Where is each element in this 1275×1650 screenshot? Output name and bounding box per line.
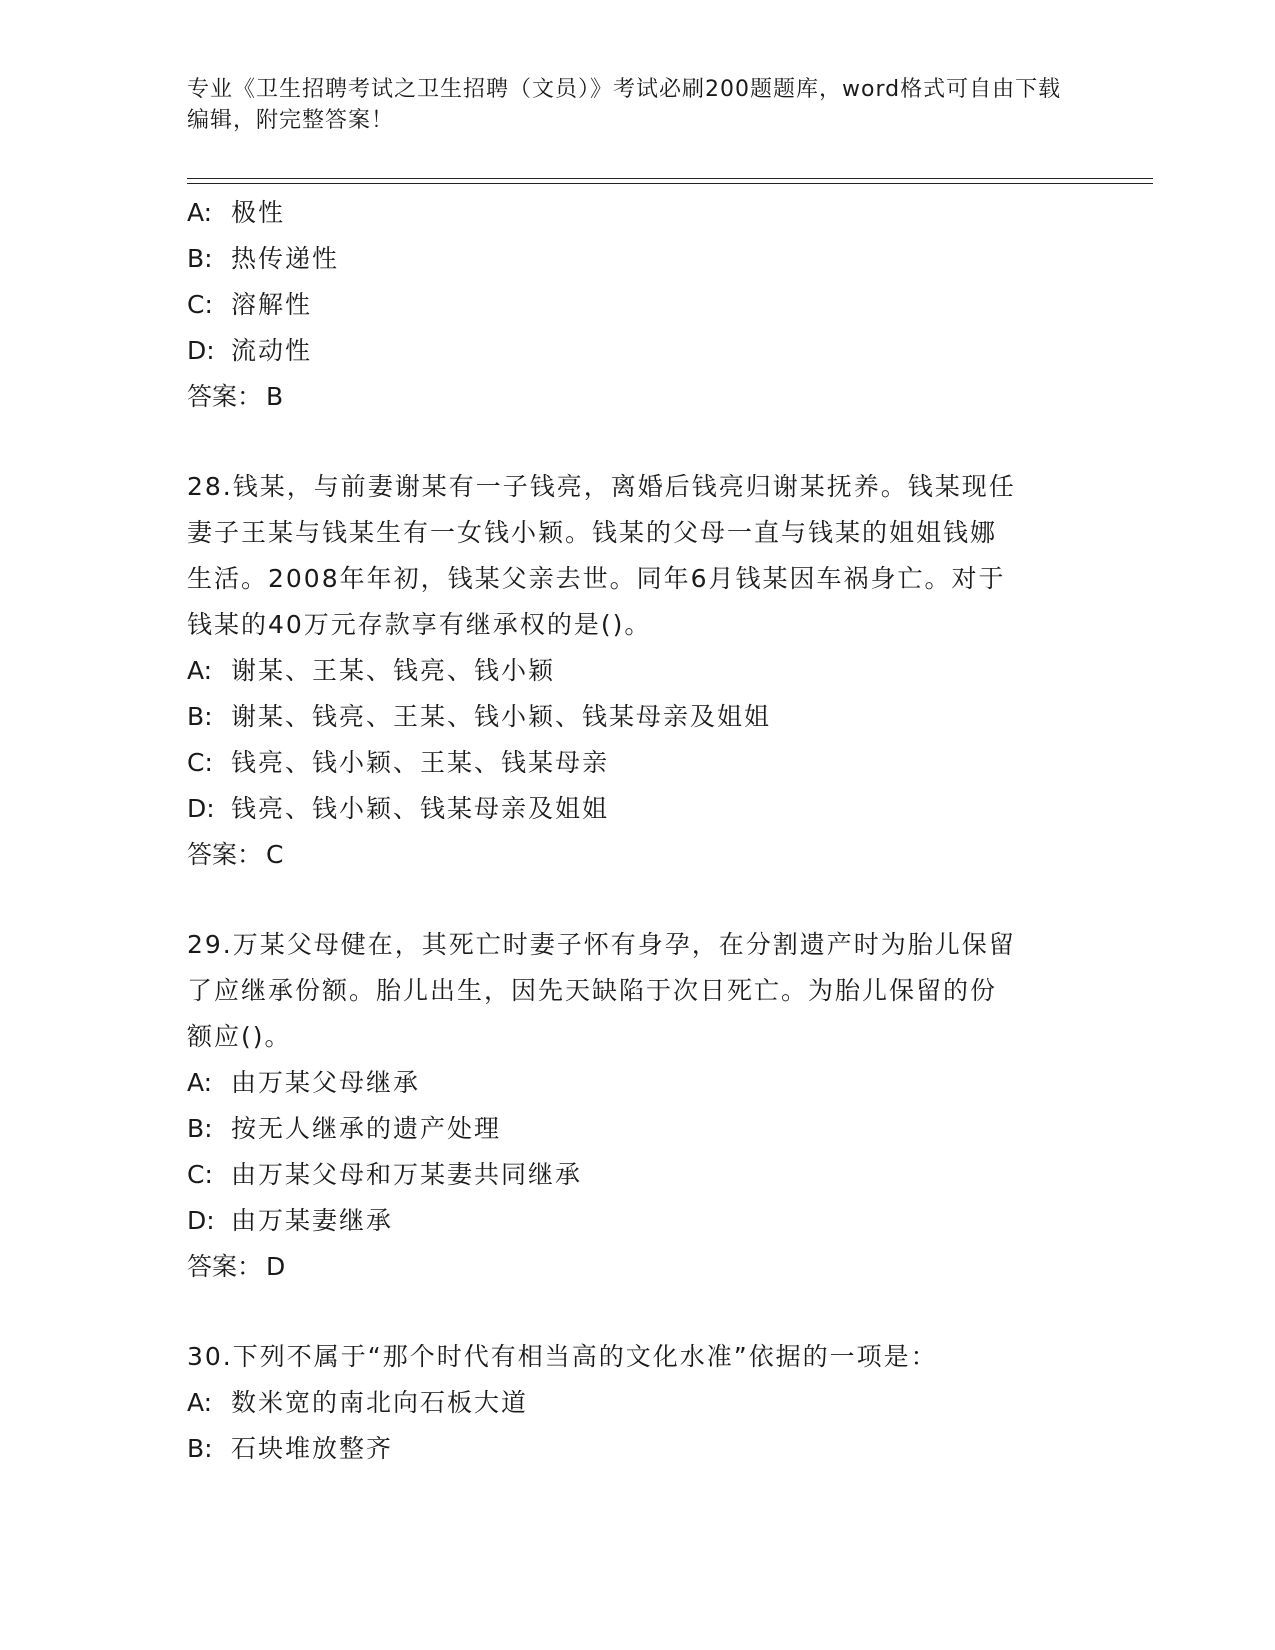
- option-letter: B:: [187, 244, 213, 273]
- option-b: [187, 1106, 1087, 1152]
- option-letter: A:: [187, 1068, 213, 1097]
- question-stem-line: 妻子王某与钱某生有一女钱小颖。钱某的父母一直与钱某的姐姐钱娜: [187, 518, 998, 547]
- option-letter: D:: [187, 336, 215, 365]
- option-c: [187, 1152, 1087, 1198]
- option-text: 由万某父母继承: [231, 1068, 421, 1097]
- question-28: [187, 464, 1087, 878]
- question-30: [187, 1334, 1087, 1472]
- option-text: 极性: [231, 198, 286, 227]
- question-stem-line: 钱某的40万元存款享有继承权的是()。: [187, 610, 652, 639]
- option-text: 谢某、王某、钱亮、钱小颖: [231, 656, 556, 685]
- option-letter: C:: [187, 290, 213, 319]
- question-29: [187, 922, 1087, 1290]
- option-letter: C:: [187, 748, 213, 777]
- option-text: 钱亮、钱小颖、钱某母亲及姐姐: [231, 794, 610, 823]
- answer-value: C: [266, 840, 284, 869]
- option-letter: A:: [187, 198, 213, 227]
- option-c: [187, 740, 1087, 786]
- question-list: [187, 190, 1087, 1472]
- option-a: [187, 648, 1087, 694]
- answer-line: [187, 832, 1087, 878]
- option-a: [187, 1380, 1087, 1426]
- answer-value: B: [266, 382, 284, 411]
- document-header: [187, 74, 1077, 136]
- answer-label: 答案：: [187, 1252, 263, 1281]
- header-title: 专业《卫生招聘考试之卫生招聘（文员）》考试必刷200题题库，word格式可自由下载编辑，附完整答案！: [187, 77, 1062, 133]
- option-d: [187, 328, 1087, 374]
- question-stem-line: 了应继承份额。胎儿出生，因先天缺陷于次日死亡。为胎儿保留的份: [187, 976, 998, 1005]
- option-letter: D:: [187, 1206, 215, 1235]
- option-letter: B:: [187, 1434, 213, 1463]
- option-text: 由万某妻继承: [231, 1206, 394, 1235]
- answer-line: [187, 374, 1087, 420]
- option-letter: D:: [187, 794, 215, 823]
- option-b: [187, 1426, 1087, 1472]
- option-letter: C:: [187, 1160, 213, 1189]
- option-d: [187, 1198, 1087, 1244]
- option-text: 谢某、钱亮、王某、钱小颖、钱某母亲及姐姐: [231, 702, 772, 731]
- option-text: 钱亮、钱小颖、王某、钱某母亲: [231, 748, 610, 777]
- question-stem-line: 生活。2008年年初，钱某父亲去世。同年6月钱某因车祸身亡。对于: [187, 564, 1006, 593]
- option-d: [187, 786, 1087, 832]
- header-divider-top: [187, 178, 1153, 179]
- question-stem-line: 29.万某父母健在，其死亡时妻子怀有身孕，在分割遗产时为胎儿保留: [187, 930, 1016, 959]
- option-letter: B:: [187, 1114, 213, 1143]
- option-c: [187, 282, 1087, 328]
- question-stem-line: 额应()。: [187, 1022, 292, 1051]
- answer-label: 答案：: [187, 840, 263, 869]
- option-text: 热传递性: [231, 244, 340, 273]
- option-letter: B:: [187, 702, 213, 731]
- option-letter: A:: [187, 656, 213, 685]
- option-text: 由万某父母和万某妻共同继承: [231, 1160, 583, 1189]
- option-text: 溶解性: [231, 290, 313, 319]
- answer-label: 答案：: [187, 382, 263, 411]
- answer-line: [187, 1244, 1087, 1290]
- option-a: [187, 1060, 1087, 1106]
- option-text: 流动性: [231, 336, 313, 365]
- question-stem-line: 28.钱某，与前妻谢某有一子钱亮，离婚后钱亮归谢某抚养。钱某现任: [187, 472, 1016, 501]
- question-stem-line: 30.下列不属于“那个时代有相当高的文化水准”依据的一项是：: [187, 1342, 938, 1371]
- option-b: [187, 694, 1087, 740]
- answer-value: D: [266, 1252, 286, 1281]
- header-divider-bottom: [187, 183, 1153, 184]
- option-text: 按无人继承的遗产处理: [231, 1114, 502, 1143]
- option-text: 数米宽的南北向石板大道: [231, 1388, 529, 1417]
- option-text: 石块堆放整齐: [231, 1434, 394, 1463]
- option-b: [187, 236, 1087, 282]
- option-a: [187, 190, 1087, 236]
- question-27: [187, 190, 1087, 420]
- option-letter: A:: [187, 1388, 213, 1417]
